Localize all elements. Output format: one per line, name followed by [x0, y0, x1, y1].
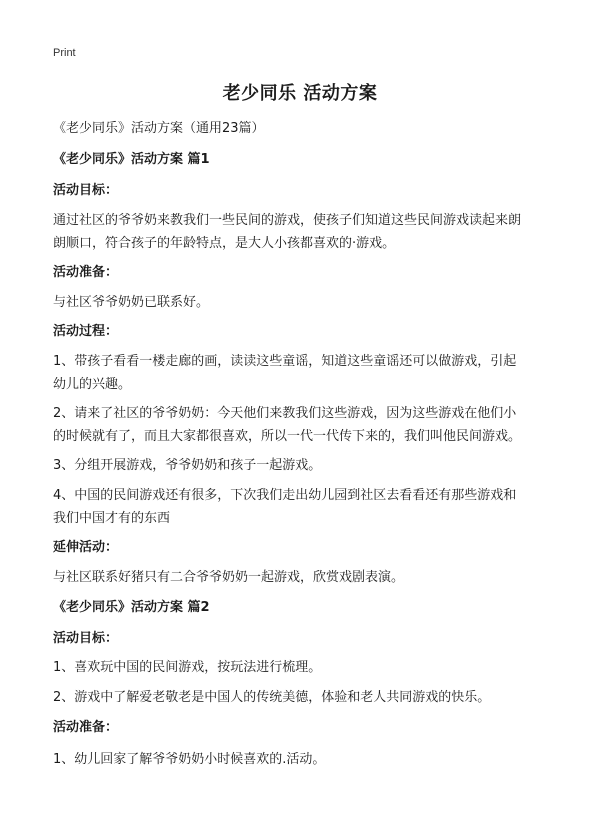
article-2-goal-heading: 活动目标： — [53, 631, 119, 646]
article-1-extension-heading: 延伸活动： — [53, 540, 119, 555]
article-1-process-2-line-1: 2、请来了社区的爷爷奶奶：今天他们来教我们这些游戏，因为这些游戏在他们小 — [53, 406, 517, 421]
page-title: 老少同乐 活动方案 — [222, 83, 378, 104]
article-1-goal-text-line-2: 朗顺口，符合孩子的年龄特点，是大人小孩都喜欢的·游戏。 — [53, 236, 396, 251]
article-1-goal-heading: 活动目标： — [53, 183, 119, 198]
article-1-process-1-line-2: 幼儿的兴趣。 — [53, 377, 132, 392]
article-1-prep-text: 与社区爷爷奶奶已联系好。 — [53, 295, 210, 310]
article-2-goal-2: 2、游戏中了解爱老敬老是中国人的传统美德，体验和老人共同游戏的快乐。 — [53, 690, 491, 705]
article-1-heading: 《老少同乐》活动方案 篇1 — [53, 152, 210, 167]
article-1-extension-text: 与社区联系好猪只有二合爷爷奶奶一起游戏，欣赏戏剧表演。 — [53, 570, 405, 585]
article-1-process-3: 3、分组开展游戏，爷爷奶奶和孩子一起游戏。 — [53, 458, 322, 473]
article-1-prep-heading: 活动准备： — [53, 265, 119, 280]
article-2-goal-1: 1、喜欢玩中国的民间游戏，按玩法进行梳理。 — [53, 660, 322, 675]
article-1-process-1-line-1: 1、带孩子看看一楼走廊的画，读读这些童谣，知道这些童谣还可以做游戏，引起 — [53, 354, 517, 369]
article-1-process-heading: 活动过程： — [53, 324, 119, 339]
article-1-process-2-line-2: 的时候就有了，而且大家都很喜欢，所以一代一代传下来的，我们叫他民间游戏。 — [53, 429, 522, 444]
document-subtitle: 《老少同乐》活动方案（通用23篇） — [53, 121, 265, 136]
article-1-goal-text-line-1: 通过社区的爷爷奶来教我们一些民间的游戏，使孩子们知道这些民间游戏读起来朗 — [53, 213, 522, 228]
article-1-process-4-line-2: 我们中国才有的东西 — [53, 511, 171, 526]
article-2-prep-1: 1、幼儿回家了解爷爷奶奶小时候喜欢的.活动。 — [53, 752, 326, 767]
article-1-process-4-line-1: 4、中国的民间游戏还有很多，下次我们走出幼儿园到社区去看看还有那些游戏和 — [53, 488, 517, 503]
print-label[interactable]: Print — [53, 47, 76, 59]
article-2-prep-heading: 活动准备： — [53, 720, 119, 735]
article-2-heading: 《老少同乐》活动方案 篇2 — [53, 600, 210, 615]
